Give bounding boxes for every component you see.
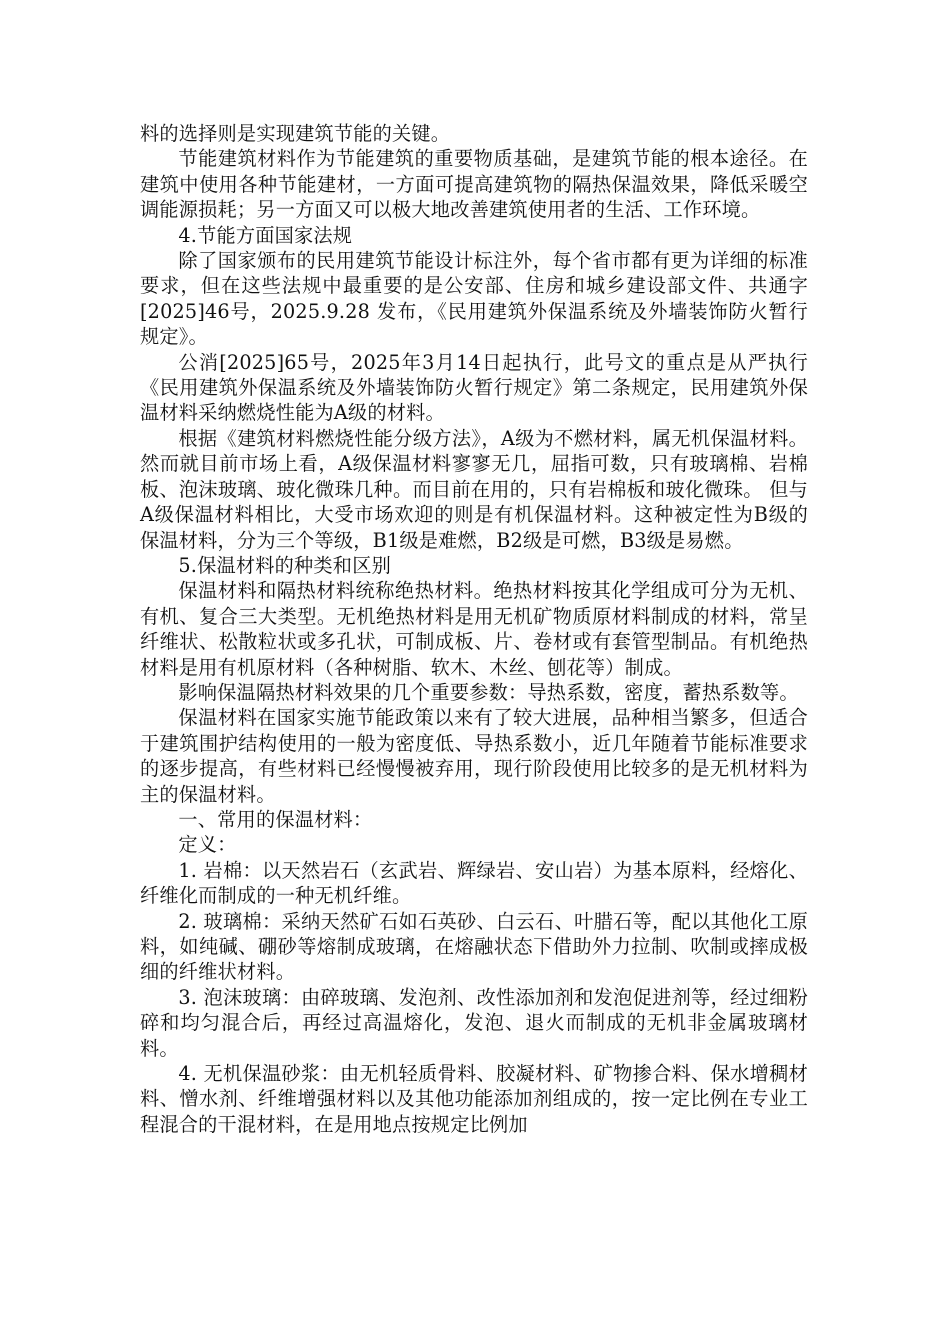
list-item-rock-wool: 1. 岩棉：以天然岩石（玄武岩、辉绿岩、安山岩）为基本原料，经熔化、纤维化而制成的一种无机纤维。 (140, 858, 808, 908)
paragraph-notice-65: 公消[2025]65号，2025年3月14日起执行，此号文的重点是从严执行《民用建筑外保温系统及外墙装饰防火暂行规定》第二条规定，民用建筑外保温材料采纳燃烧性能为A级的材料。 (140, 350, 808, 425)
subheading-definition: 定义： (178, 833, 237, 857)
paragraph-regulations: 除了国家颁布的民用建筑节能设计标注外，每个省市都有更为详细的标准要求，但在这些法规中最重要的是公安部、住房和城乡建设部文件、共通字[2025]46号，2025.9.28 发布，《民用建筑外保温系统及外墙装饰防火暂行规定》。 (140, 249, 808, 349)
paragraph-development: 保温材料在国家实施节能政策以来有了较大进展，品种相当繁多，但适合于建筑围护结构使用的一般为密度低、导热系数小，近几年随着节能标准要求的逐步提高，有些材料已经慢慢被弃用，现行阶段使用比较多的是无机材料为主的保温材料。 (140, 706, 808, 806)
list-item-inorganic-mortar: 4. 无机保温砂浆：由无机轻质骨料、胶凝材料、矿物掺合料、保水增稠材料、憎水剂、纤维增强材料以及其他功能添加剂组成的，按一定比例在专业工程混合的干混材料，在是用地点按规定比例加 (140, 1062, 808, 1136)
section-heading-insulation-types: 5.保温材料的种类和区别 (178, 553, 391, 577)
paragraph-energy-saving-materials: 节能建筑材料作为节能建筑的重要物质基础，是建筑节能的根本途径。在建筑中使用各种节能建材，一方面可提高建筑物的隔热保温效果，降低采暖空调能源损耗；另一方面又可以极大地改善建筑使用者的生活、工作环境。 (140, 147, 808, 222)
list-item-foam-glass: 3. 泡沫玻璃：由碎玻璃、发泡剂、改性添加剂和发泡促进剂等，经过细粉碎和均匀混合后，再经过高温熔化，发泡、退火而制成的无机非金属玻璃材料。 (140, 985, 808, 1060)
paragraph-insulation-classification: 保温材料和隔热材料统称绝热材料。绝热材料按其化学组成可分为无机、有机、复合三大类型。无机绝热材料是用无机矿物质原材料制成的材料，常呈纤维状、松散粒状或多孔状，可制成板、片、卷材或有套管型制品。有机绝热材料是用有机原材料（各种树脂、软木、木丝、刨花等）制成。 (140, 579, 808, 679)
section-heading-regulations: 4.节能方面国家法规 (178, 223, 353, 247)
paragraph-key-parameters: 影响保温隔热材料效果的几个重要参数：导热系数，密度，蓄热系数等。 (178, 680, 799, 704)
paragraph-continuation: 料的选择则是实现建筑节能的关键。 (140, 122, 451, 145)
section-heading-common-materials: 一、常用的保温材料： (178, 807, 373, 831)
document-body (140, 121, 808, 1137)
list-item-glass-wool: 2. 玻璃棉：采纳天然矿石如石英砂、白云石、叶腊石等，配以其他化工原料，如纯碱、硼砂等熔制成玻璃，在熔融状态下借助外力拉制、吹制或摔成极细的纤维状材料。 (140, 909, 808, 984)
paragraph-combustion-grading: 根据《建筑材料燃烧性能分级方法》，A级为不燃材料，属无机保温材料。然而就目前市场上看，A级保温材料寥寥无几，屈指可数，只有玻璃棉、岩棉板、泡沫玻璃、玻化微珠几种。而目前在用的，只有岩棉板和玻化微珠。 但与A级保温材料相比，大受市场欢迎的则是有机保温材料。这种被定性为B级的保温材料，分为三个等级，B1级是难燃，B2级是可燃，B3级是易燃。 (140, 426, 808, 552)
